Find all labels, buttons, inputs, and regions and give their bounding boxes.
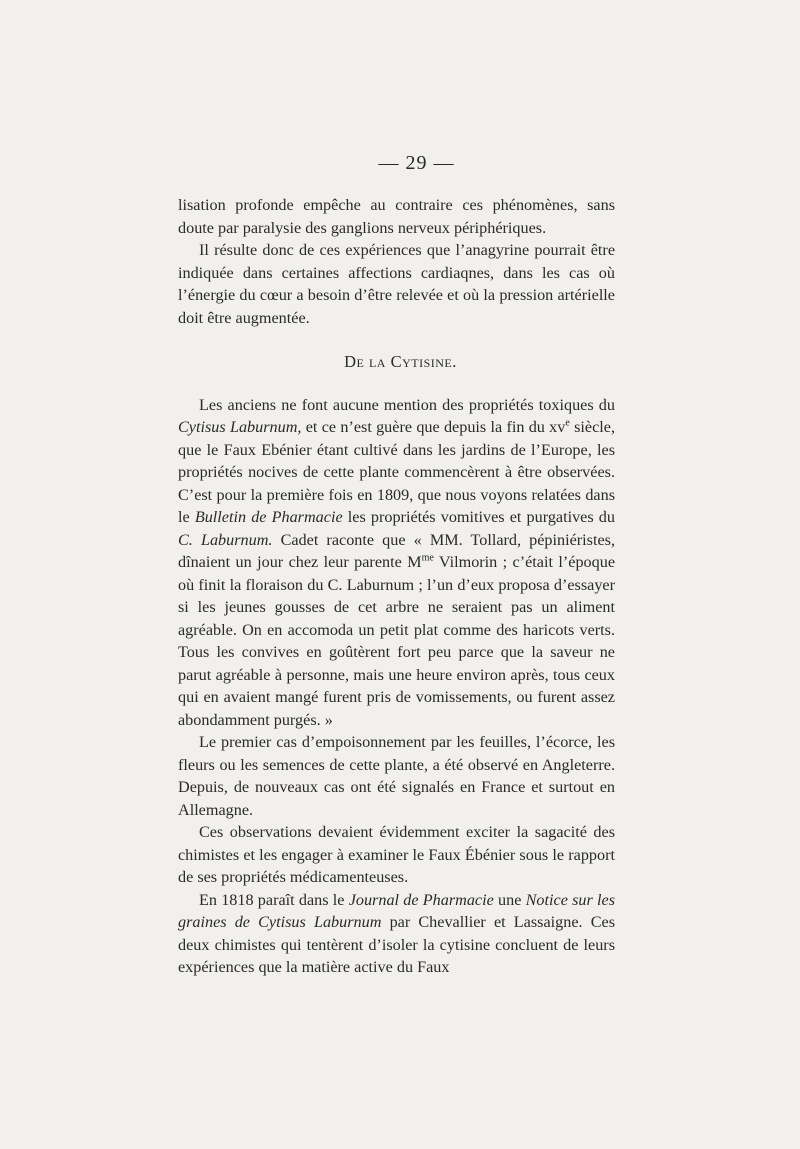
section-heading-text: De la Cytisine. (344, 352, 457, 371)
superscript: e (565, 417, 570, 429)
text-run: une (493, 890, 526, 909)
page-number: — 29 — (378, 152, 455, 174)
italic-run: Notice sur les graines de Cytisus Laburnum (178, 890, 616, 931)
page-text (178, 150, 615, 979)
text-run: En 1818 paraît dans le (199, 890, 349, 909)
paragraph-continuation: lisation profonde empêche au contraire ces phénomènes, sans doute par paralysie des ganglions nerveux périphériques. (178, 196, 615, 237)
italic-run: C. Laburnum. (178, 530, 273, 549)
text-run: siècle, que le Faux Ebénier étant cultivé dans les jardins de l’Europe, les propriétés nocives de cette plante commencèrent à être observées. C’est pour la première fois en 1809, que nous voyons relatées dans le (178, 418, 615, 526)
paragraph-history (178, 394, 615, 732)
text-run: et ce n’est guère que depuis la fin du xv (301, 418, 566, 436)
text-run: Les anciens ne font aucune mention des propriétés toxiques du (199, 395, 615, 414)
paragraph-first-poisoning: Le premier cas d’empoisonnement par les feuilles, l’écorce, les fleurs ou les semences de cette plante, a été observé en Angleterre. Depuis, de nouveaux cas ont été signalés en France et surtout en Allemagne. (178, 733, 615, 819)
paragraph-chemists: Ces observations devaient évidemment exciter la sagacité des chimistes et les engager à examiner le Faux Ébénier sous le rapport de ses propriétés médicamenteuses. (178, 823, 615, 886)
text-run: Cadet raconte que « MM. Tollard, pépiniéristes, dînaient un jour chez leur parente M (178, 530, 615, 571)
paragraph-anagyrine-conclusion: Il résulte donc de ces expériences que l’anagyrine pourrait être indiquée dans certaines affections cardiaqnes, dans les cas où l’énergie du cœur a besoin d’être relevée et où la pression artérielle doit être augmentée. (178, 241, 615, 327)
text-run: les propriétés vomitives et purgatives du (342, 508, 615, 526)
section-heading (178, 351, 615, 374)
text-run: Vilmorin ; c’était l’époque où finit la floraison du C. Laburnum ; l’un d’eux proposa d’essayer si les jeunes gousses de cet arbre ne seraient pas un aliment agréable. On en accomoda un petit plat comme des haricots verts. Tous les convives en goûtèrent fort peu parce que la saveur ne parut agréable à personne, mais une heure environ après, tous ceux qui en avaient mangé furent pris de vomissements, ou furent assez abondamment purgés. » (178, 553, 615, 729)
italic-run: Journal de Pharmacie (348, 890, 494, 909)
italic-run: Bulletin de Pharmacie (194, 508, 343, 526)
superscript: me (421, 552, 434, 564)
paragraph-1818 (178, 889, 615, 979)
italic-run: Cytisus Laburnum, (178, 418, 302, 436)
text-run: par Chevallier et Lassaigne. Ces deux chimistes qui tentèrent d’isoler la cytisine concluent de leurs expériences que la matière active du Faux (178, 913, 615, 976)
